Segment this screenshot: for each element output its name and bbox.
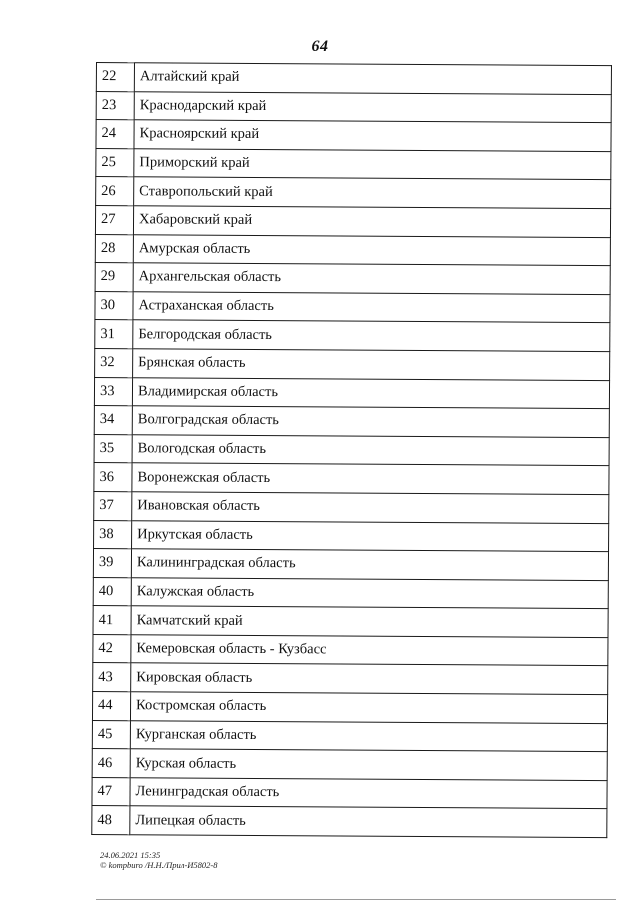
region-name-cell: Калининградская область — [131, 549, 608, 581]
row-number-cell: 30 — [95, 291, 133, 320]
table-row — [95, 291, 610, 323]
table-row — [96, 177, 611, 209]
region-name-cell: Амурская область — [133, 234, 610, 266]
region-name-cell: Архангельская область — [133, 263, 610, 295]
table-row — [95, 263, 610, 295]
table-row — [94, 377, 609, 409]
table-row — [92, 720, 607, 752]
row-number-cell: 23 — [96, 91, 134, 120]
regions-table-body — [92, 63, 612, 838]
row-number-cell: 43 — [93, 663, 131, 692]
region-name-cell: Красноярский край — [134, 120, 611, 152]
region-name-cell: Курская область — [130, 749, 607, 781]
row-number-cell: 32 — [95, 348, 133, 377]
footer-timestamp: 24.06.2021 15:35 — [100, 850, 161, 860]
row-number-cell: 36 — [94, 463, 132, 492]
table-row — [92, 806, 607, 838]
row-number-cell: 27 — [95, 205, 133, 234]
row-number-cell: 24 — [96, 120, 134, 149]
row-number-cell: 34 — [94, 406, 132, 435]
region-name-cell: Калужская область — [131, 577, 608, 609]
row-number-cell: 38 — [94, 520, 132, 549]
table-row — [92, 692, 607, 724]
table-row — [95, 320, 610, 352]
region-name-cell: Липецкая область — [130, 806, 607, 838]
row-number-cell: 45 — [92, 720, 130, 749]
row-number-cell: 33 — [94, 377, 132, 406]
region-name-cell: Вологодская область — [132, 434, 609, 466]
region-name-cell: Иркутская область — [132, 520, 609, 552]
table-row — [94, 463, 609, 495]
row-number-cell: 22 — [96, 63, 134, 92]
row-number-cell: 47 — [92, 777, 130, 806]
region-name-cell: Волгоградская область — [132, 406, 609, 438]
row-number-cell: 26 — [96, 177, 134, 206]
table-row — [95, 234, 610, 266]
table-row — [94, 406, 609, 438]
region-name-cell: Хабаровский край — [133, 206, 610, 238]
row-number-cell: 46 — [92, 749, 130, 778]
table-row — [96, 91, 611, 123]
table-row — [93, 606, 608, 638]
region-name-cell: Брянская область — [133, 349, 610, 381]
table-row — [94, 491, 609, 523]
row-number-cell: 41 — [93, 606, 131, 635]
row-number-cell: 31 — [95, 320, 133, 349]
table-row — [96, 63, 611, 95]
table-row — [96, 148, 611, 180]
row-number-cell: 42 — [93, 634, 131, 663]
row-number-cell: 39 — [93, 549, 131, 578]
region-name-cell: Владимирская область — [132, 377, 609, 409]
row-number-cell: 25 — [96, 148, 134, 177]
region-name-cell: Астраханская область — [133, 291, 610, 323]
row-number-cell: 37 — [94, 491, 132, 520]
row-number-cell: 28 — [95, 234, 133, 263]
page-number: 64 — [311, 38, 329, 55]
table-row — [96, 120, 611, 152]
region-name-cell: Ленинградская область — [130, 778, 607, 810]
region-name-cell: Ивановская область — [132, 492, 609, 524]
row-number-cell: 48 — [92, 806, 130, 835]
table-row — [93, 663, 608, 695]
region-name-cell: Кировская область — [131, 663, 608, 695]
table-row — [94, 434, 609, 466]
table-row — [92, 777, 607, 809]
row-number-cell: 40 — [93, 577, 131, 606]
region-name-cell: Приморский край — [134, 149, 611, 181]
table-row — [93, 634, 608, 666]
table-row — [95, 205, 610, 237]
page-bottom-edge — [96, 899, 616, 900]
region-name-cell: Кемеровская область - Кузбасс — [131, 635, 608, 667]
row-number-cell: 29 — [95, 263, 133, 292]
region-name-cell: Алтайский край — [134, 63, 611, 95]
table-row — [94, 520, 609, 552]
region-name-cell: Воронежская область — [132, 463, 609, 495]
table-row — [93, 577, 608, 609]
row-number-cell: 44 — [92, 692, 130, 721]
region-name-cell: Белгородская область — [133, 320, 610, 352]
row-number-cell: 35 — [94, 434, 132, 463]
footer-document-id: © kompburo /Н.Н./Прил-И5802-8 — [100, 860, 218, 870]
table-row — [95, 348, 610, 380]
regions-table — [91, 62, 612, 838]
table-row — [92, 749, 607, 781]
region-name-cell: Краснодарский край — [134, 91, 611, 123]
region-name-cell: Курганская область — [130, 720, 607, 752]
document-footer — [100, 850, 218, 870]
region-name-cell: Ставропольский край — [134, 177, 611, 209]
table-row — [93, 549, 608, 581]
region-name-cell: Камчатский край — [131, 606, 608, 638]
region-name-cell: Костромская область — [130, 692, 607, 724]
